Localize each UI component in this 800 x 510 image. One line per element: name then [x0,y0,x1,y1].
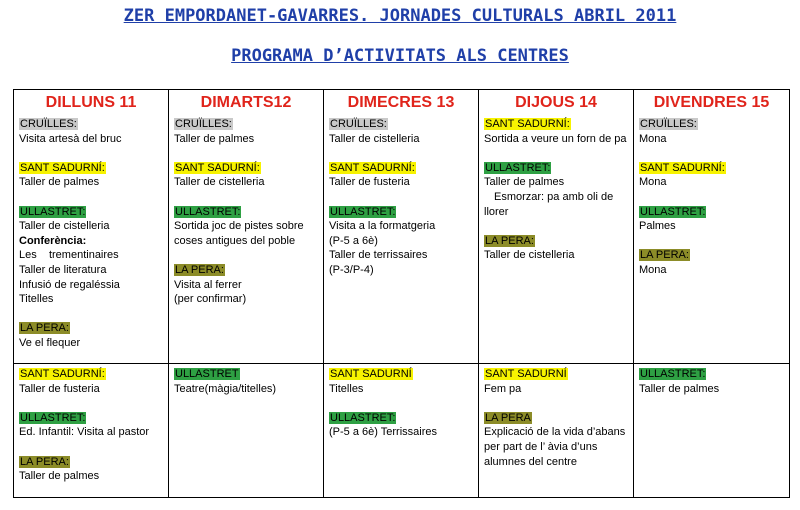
activity-text: Mona [639,263,667,276]
school-label: CRUÏLLES: [330,118,387,130]
school-block [329,117,473,132]
spacer [174,190,318,205]
schedule-cell [634,114,790,364]
school-label: SANT SADURNÍ: [20,368,105,380]
schedule-cell [479,364,634,498]
activity-text: Taller de cistelleria [19,220,110,233]
activity-text: Mona [639,132,667,145]
schedule-cell [169,114,324,364]
school-label: SANT SADURNÍ [330,368,412,380]
schedule-cell [14,114,169,364]
day-header: DIMARTS12 [169,90,324,115]
spacer [639,146,784,161]
day-header: DIVENDRES 15 [634,90,790,115]
school-block [484,117,628,132]
activity-text: Fem pa [484,382,522,395]
school-block [174,367,318,382]
school-label: SANT SADURNÍ [485,368,567,380]
school-block [174,263,318,278]
schedule-row [14,364,790,498]
school-block [19,367,163,382]
schedule-table [13,89,790,498]
activity-text: Visita artesà del bruc [19,132,122,145]
school-label: ULLASTRET: [485,161,551,174]
school-block [639,117,784,132]
day-header: DIJOUS 14 [479,90,634,115]
activity-text: Infusió de regaléssia [19,278,120,291]
spacer [19,396,163,411]
activity-text: Explicació de la vida d’abans [484,426,626,439]
schedule-cell [324,364,479,498]
activity-text: (P-5 a 6è) [329,234,378,247]
activity-text: Taller de literatura [19,263,107,276]
school-label: ULLASTRET: [175,205,241,218]
school-block [174,205,318,220]
school-block [639,367,784,382]
document-subtitle: PROGRAMA D’ACTIVITATS ALS CENTRES [231,46,569,66]
activity-text: Les trementinaires [19,249,119,262]
school-label: SANT SADURNÍ: [330,161,415,174]
activity-text: Sortida a veure un forn de pa [484,132,627,145]
activity-text: Visita al ferrer [174,278,242,291]
spacer [19,307,163,322]
schedule-cell [634,364,790,498]
activity-text: Esmorzar: pa amb oli de [494,190,614,203]
school-label: LA PERA: [20,455,69,468]
spacer [639,234,784,249]
school-label: LA PERA [485,411,531,424]
school-block [174,161,318,176]
activity-text: Taller de palmes [639,382,720,395]
school-block [19,411,163,426]
school-block [329,161,473,176]
activity-text: Taller de palmes [174,132,255,145]
activity-text: Palmes [639,220,676,233]
school-block [174,117,318,132]
activity-text: Titelles [19,293,54,306]
school-label: CRUÏLLES: [640,118,697,130]
activity-text: (per confirmar) [174,293,247,306]
spacer [484,219,628,234]
activity-text: Taller de cistelleria [329,132,420,145]
school-label: ULLASTRET: [20,411,86,424]
school-block [639,161,784,176]
school-block [484,367,628,382]
school-label: ULLASTRET: [640,368,706,380]
activity-text: Taller de cistelleria [174,176,265,189]
activity-text: Titelles [329,382,364,395]
spacer [174,248,318,263]
schedule-cell [479,114,634,364]
school-label: ULLASTRET: [330,411,396,424]
activity-text: alumnes del centre [484,455,577,468]
school-block [329,367,473,382]
activity-text: per part de l’ àvia d’uns [484,440,598,453]
school-block [329,411,473,426]
activity-text: Ve el flequer [19,336,81,349]
schedule-cell [169,364,324,498]
school-label: SANT SADURNÍ: [640,161,725,174]
activity-text: Ed. Infantil: Visita al pastor [19,426,150,439]
school-label: ULLASTRET: [330,205,396,218]
activity-text: Taller de fusteria [329,176,410,189]
activity-text: Taller de fusteria [19,382,100,395]
spacer [484,396,628,411]
spacer [484,146,628,161]
schedule-cell [14,364,169,498]
activity-text: (P-5 a 6è) Terrissaires [329,426,437,439]
activity-text: Sortida joc de pistes sobre [174,220,304,233]
schedule-cell [324,114,479,364]
document-title: ZER EMPORDANET-GAVARRES. JORNADES CULTURALS ABRIL 2011 [123,6,677,26]
school-label: SANT SADURNÍ: [175,161,260,174]
activity-text: Taller de palmes [19,470,100,483]
activity-text: Taller de palmes [484,176,565,189]
spacer [19,190,163,205]
school-label: ULLASTRET: [640,205,706,218]
school-label: CRUÏLLES: [20,118,77,130]
school-label: ULLASTRET: [20,205,86,218]
school-block [19,321,163,336]
school-block [19,455,163,470]
spacer [329,396,473,411]
school-block [639,205,784,220]
school-block [639,248,784,263]
day-header-row [14,90,790,115]
school-label: LA PERA: [20,322,69,335]
activity-text: llorer [484,205,509,218]
spacer [19,146,163,161]
day-header: DILLUNS 11 [14,90,169,115]
school-block [484,411,628,426]
spacer [174,146,318,161]
day-header: DIMECRES 13 [324,90,479,115]
spacer [329,190,473,205]
school-label: SANT SADURNÍ: [485,118,570,130]
activity-text: coses antigues del poble [174,234,296,247]
school-block [484,161,628,176]
spacer [19,440,163,455]
school-label: LA PERA: [175,263,224,276]
activity-text: Taller de cistelleria [484,249,575,262]
activity-text: Taller de terrissaires [329,249,428,262]
activity-text: Visita a la formatgeria [329,220,436,233]
spacer [639,190,784,205]
activity-text: Mona [639,176,667,189]
school-label: CRUÏLLES: [175,118,232,130]
school-block [19,205,163,220]
school-label: LA PERA: [640,249,689,262]
school-block [484,234,628,249]
activity-text: (P-3/P-4) [329,263,374,276]
spacer [329,146,473,161]
activity-text: Teatre(màgia/titelles) [174,382,277,395]
school-block [19,161,163,176]
school-label: ULLASTRET [175,368,239,380]
school-block [329,205,473,220]
school-block [19,117,163,132]
school-label: LA PERA: [485,234,534,247]
schedule-row [14,114,790,364]
activity-text: Conferència: [19,234,87,247]
school-label: SANT SADURNÍ: [20,161,105,174]
activity-text: Taller de palmes [19,176,100,189]
